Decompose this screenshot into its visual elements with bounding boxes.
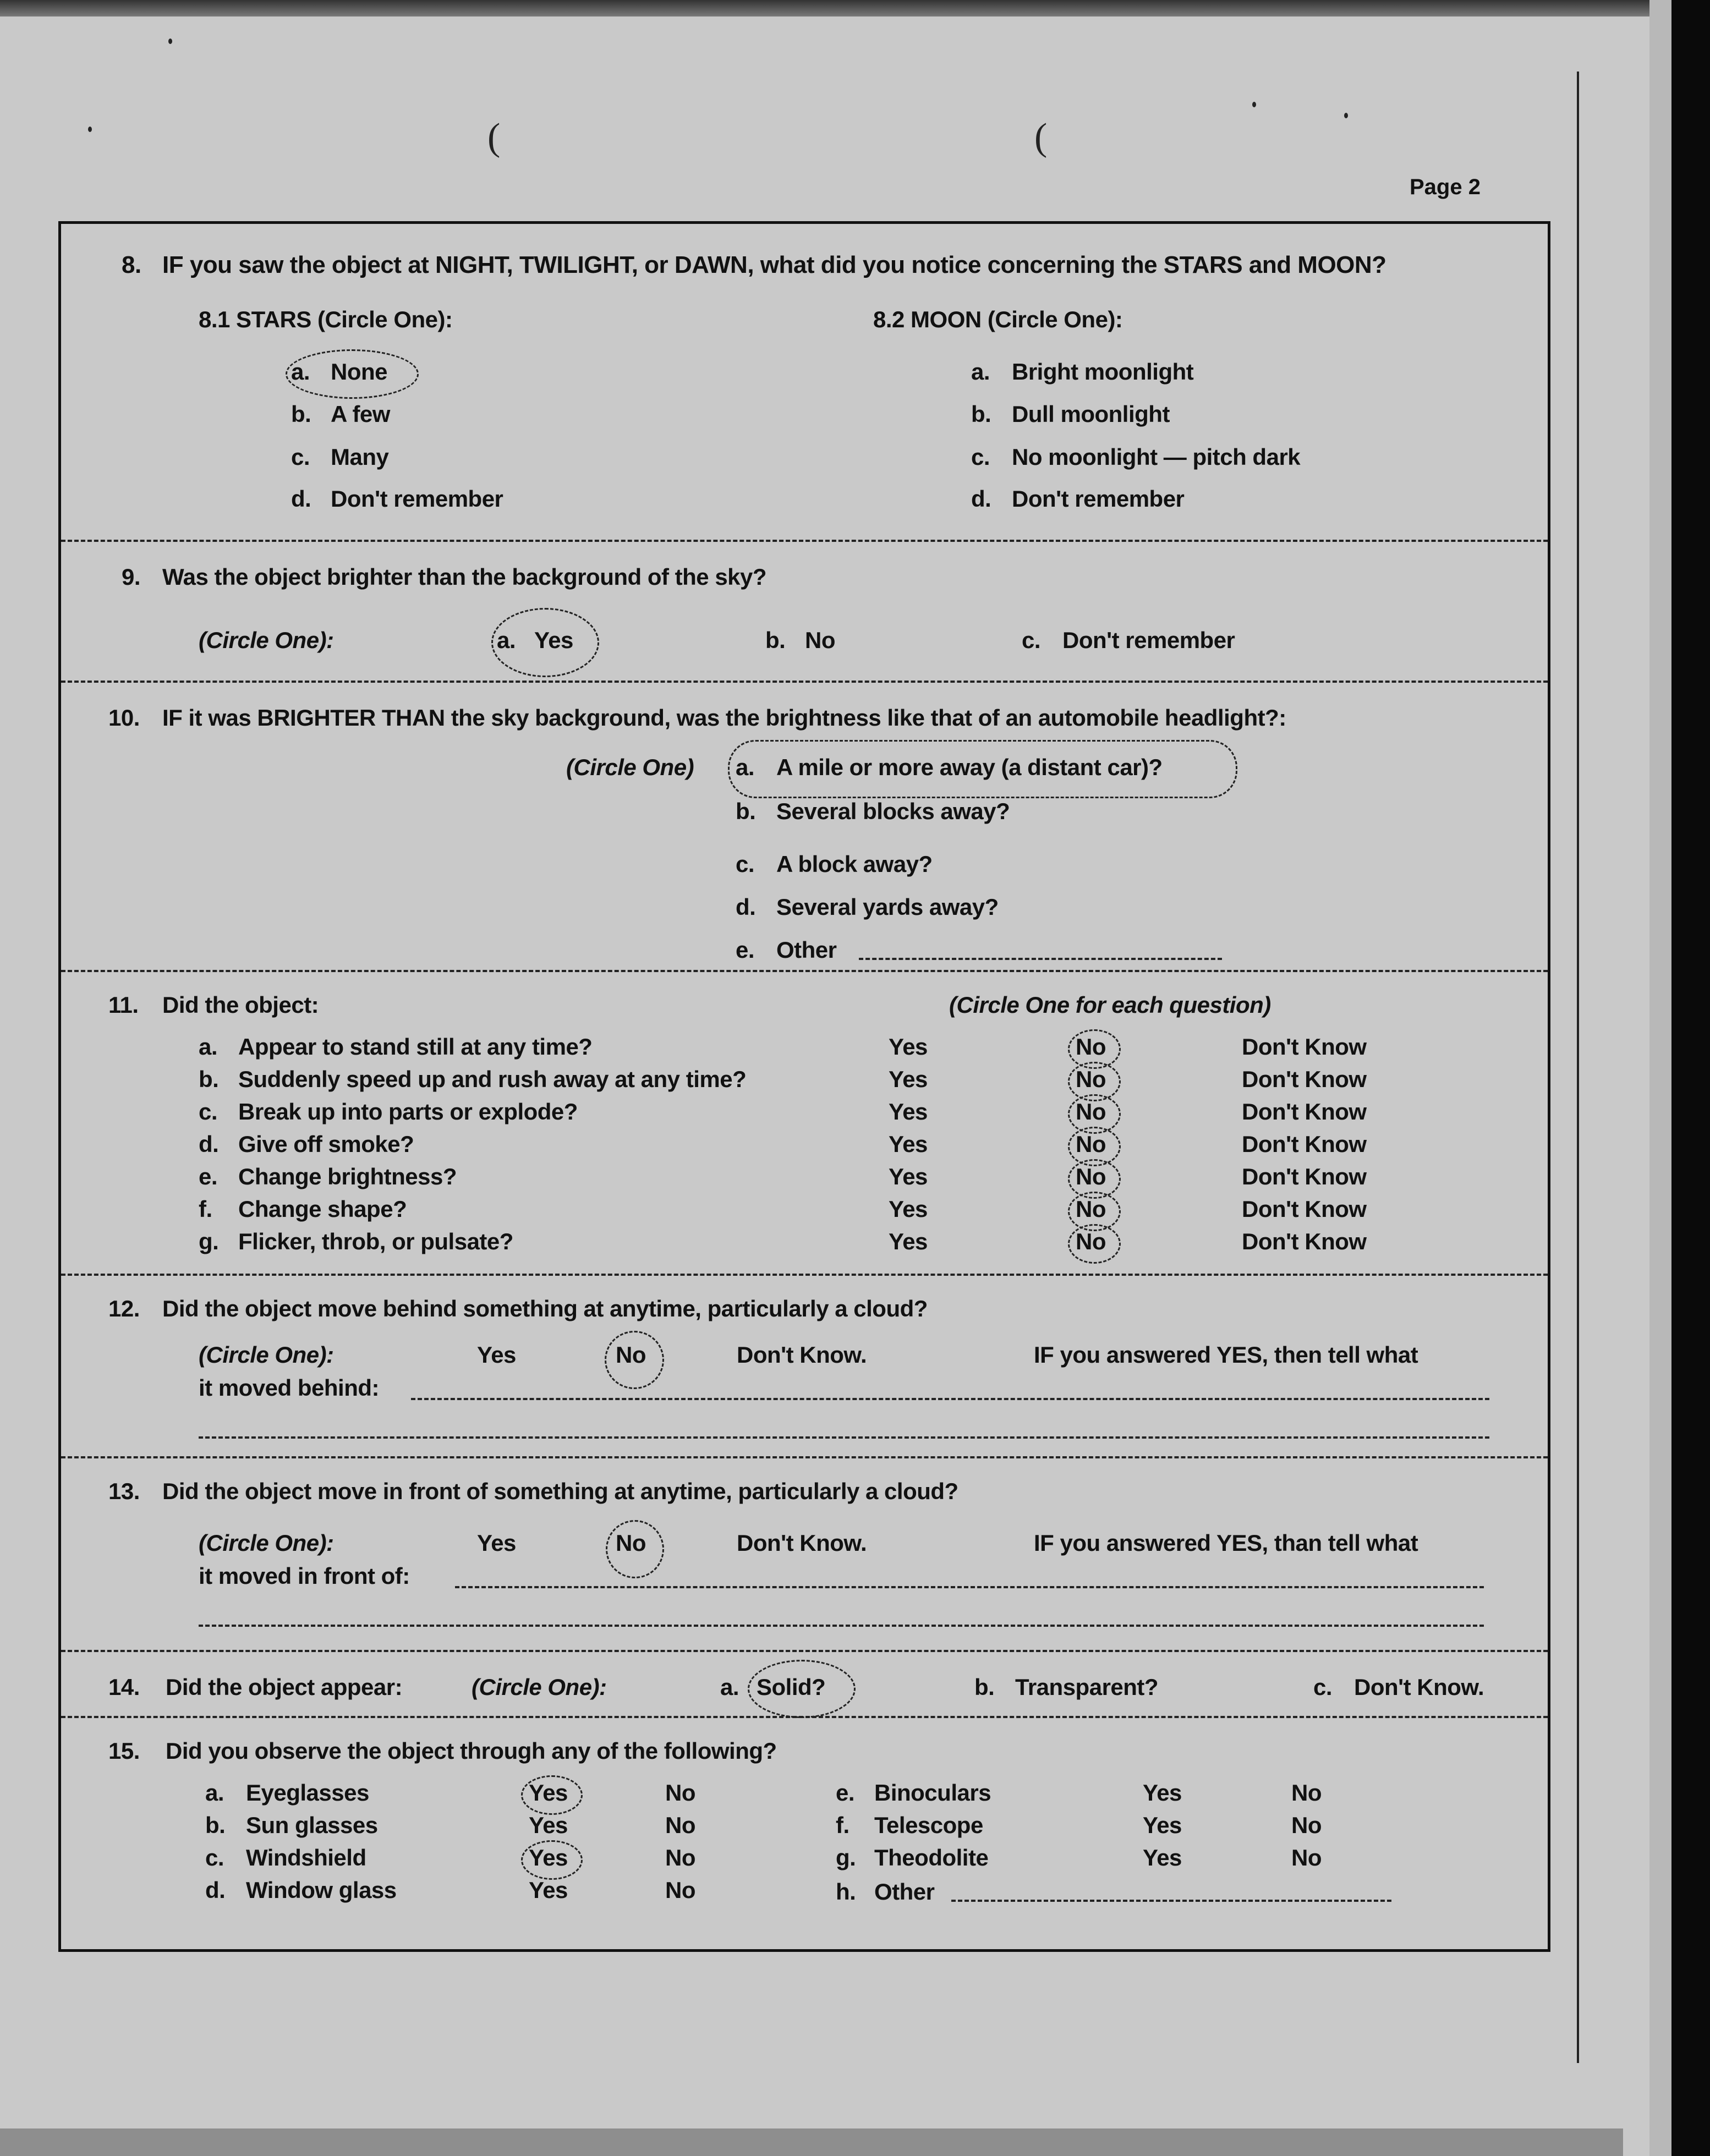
choice-dont-know[interactable]: Don't Know.: [737, 1530, 867, 1556]
scan-top-edge: [0, 0, 1710, 17]
instruction: (Circle One):: [472, 1674, 607, 1700]
option-label: Transparent?: [1015, 1674, 1159, 1700]
response-line-1[interactable]: [411, 1398, 1489, 1400]
question-number: 10.: [108, 705, 140, 731]
item-letter: g.: [836, 1845, 856, 1870]
item-letter: b.: [205, 1812, 226, 1838]
moon-title: 8.2 MOON (Circle One):: [873, 306, 1123, 332]
choice-yes[interactable]: Yes: [1143, 1845, 1182, 1870]
choice-yes[interactable]: Yes: [889, 1228, 928, 1254]
question-number: 8.: [122, 251, 141, 278]
question-10: [61, 683, 1548, 972]
scan-speck: [1344, 113, 1348, 118]
choice-dontknow[interactable]: Don't Know: [1242, 1131, 1367, 1157]
option-label: None: [331, 359, 387, 385]
option-letter: b.: [765, 627, 786, 653]
question-text: IF you saw the object at NIGHT, TWILIGHT, or DAWN, what did you notice concerning the STARS and MOON?: [162, 251, 1386, 278]
item-letter: a.: [199, 1034, 218, 1060]
option-letter: b.: [971, 401, 991, 427]
page-number: Page 2: [1410, 175, 1481, 199]
question-number: 13.: [108, 1478, 140, 1504]
question-8: [61, 224, 1548, 542]
item-label: Window glass: [246, 1877, 397, 1903]
item-letter: d.: [199, 1131, 219, 1157]
choice-no[interactable]: No: [1076, 1099, 1106, 1124]
option-letter: b.: [974, 1674, 995, 1700]
choice-yes[interactable]: Yes: [889, 1196, 928, 1222]
item-label: Change shape?: [238, 1196, 407, 1222]
scan-bottom-edge: [0, 2128, 1623, 2156]
item-label: Flicker, throb, or pulsate?: [238, 1228, 513, 1254]
item-label: Suddenly speed up and rush away at any time?: [238, 1066, 747, 1092]
item-label: Windshield: [246, 1845, 366, 1870]
option-letter: d.: [736, 894, 756, 920]
option-label: No moonlight — pitch dark: [1012, 444, 1301, 470]
choice-no[interactable]: No: [616, 1530, 646, 1556]
item-label: Break up into parts or explode?: [238, 1099, 578, 1124]
item-letter: f.: [199, 1196, 212, 1222]
option-letter: b.: [291, 401, 311, 427]
choice-no[interactable]: No: [1291, 1845, 1322, 1870]
option-letter: e.: [736, 937, 755, 963]
question-number: 15.: [108, 1738, 140, 1764]
choice-yes[interactable]: Yes: [1143, 1812, 1182, 1838]
item-letter: c.: [205, 1845, 224, 1870]
scan-speck: [88, 127, 92, 132]
choice-no[interactable]: No: [665, 1845, 695, 1870]
followup-prompt: IF you answered YES, than tell what: [1034, 1530, 1418, 1556]
option-letter: d.: [291, 486, 311, 512]
punch-mark-left: (: [487, 116, 501, 158]
choice-yes[interactable]: Yes: [529, 1877, 568, 1903]
choice-dont-know[interactable]: Don't Know.: [737, 1342, 867, 1368]
option-letter: a.: [720, 1674, 739, 1700]
scan-speck: [168, 39, 172, 44]
item-letter: f.: [836, 1812, 849, 1838]
other-response-field[interactable]: [951, 1900, 1391, 1902]
questionnaire-form: [58, 221, 1550, 1952]
choice-yes[interactable]: Yes: [529, 1812, 568, 1838]
item-letter: e.: [199, 1164, 218, 1189]
response-line-1[interactable]: [455, 1586, 1484, 1588]
item-label: Theodolite: [874, 1845, 989, 1870]
question-15: [61, 1718, 1548, 1949]
choice-no[interactable]: No: [1076, 1131, 1106, 1157]
option-label: Many: [331, 444, 389, 470]
scan-speck: [1252, 102, 1256, 107]
choice-no[interactable]: No: [1291, 1812, 1322, 1838]
choice-no[interactable]: No: [1076, 1066, 1106, 1092]
item-letter: c.: [199, 1099, 218, 1124]
choice-no[interactable]: No: [1076, 1034, 1106, 1060]
option-label: Bright moonlight: [1012, 359, 1194, 385]
question-12: [61, 1276, 1548, 1458]
choice-yes[interactable]: Yes: [477, 1530, 516, 1556]
choice-dontknow[interactable]: Don't Know: [1242, 1066, 1367, 1092]
question-14: [61, 1652, 1548, 1718]
option-letter: c.: [736, 851, 755, 877]
choice-dontknow[interactable]: Don't Know: [1242, 1196, 1367, 1222]
option-label: Several yards away?: [776, 894, 999, 920]
choice-no[interactable]: No: [665, 1780, 695, 1806]
option-letter: d.: [971, 486, 991, 512]
option-label: Yes: [534, 627, 573, 653]
question-text: Did the object move behind something at anytime, particularly a cloud?: [162, 1296, 928, 1321]
punch-mark-right: (: [1034, 116, 1048, 158]
followup-prompt: IF you answered YES, then tell what: [1034, 1342, 1418, 1368]
choice-yes[interactable]: Yes: [529, 1845, 568, 1870]
question-13: [61, 1458, 1548, 1652]
item-label: Eyeglasses: [246, 1780, 369, 1806]
option-letter: a.: [971, 359, 990, 385]
option-label: Several blocks away?: [776, 798, 1010, 824]
item-label: Change brightness?: [238, 1164, 457, 1189]
question-number: 14.: [108, 1674, 140, 1700]
choice-yes[interactable]: Yes: [889, 1099, 928, 1124]
question-number: 9.: [122, 564, 141, 590]
choice-dontknow[interactable]: Don't Know: [1242, 1034, 1367, 1060]
item-letter: d.: [205, 1877, 226, 1903]
item-letter: e.: [836, 1780, 855, 1806]
margin-rule: [1577, 72, 1579, 2063]
option-letter: a.: [291, 359, 310, 385]
choice-dontknow[interactable]: Don't Know: [1242, 1228, 1367, 1254]
followup-label: it moved behind:: [199, 1375, 379, 1401]
followup-label: it moved in front of:: [199, 1563, 410, 1589]
choice-yes[interactable]: Yes: [889, 1066, 928, 1092]
choice-yes[interactable]: Yes: [477, 1342, 516, 1368]
question-11: [61, 972, 1548, 1276]
option-label: Don't remember: [1062, 627, 1235, 653]
instruction: (Circle One):: [199, 627, 334, 653]
other-response-field[interactable]: [859, 958, 1222, 960]
choice-no[interactable]: No: [616, 1342, 646, 1368]
item-label: Telescope: [874, 1812, 983, 1838]
option-letter: c.: [291, 444, 310, 470]
choice-no[interactable]: No: [1076, 1164, 1106, 1189]
option-label: Don't Know.: [1354, 1674, 1484, 1700]
option-letter: c.: [1022, 627, 1041, 653]
item-letter: a.: [205, 1780, 224, 1806]
question-text: Did the object:: [162, 992, 319, 1018]
item-label: Appear to stand still at any time?: [238, 1034, 593, 1060]
response-line-2[interactable]: [199, 1625, 1484, 1627]
option-label: No: [805, 627, 835, 653]
question-text: Was the object brighter than the background of the sky?: [162, 564, 767, 590]
item-letter: b.: [199, 1066, 219, 1092]
choice-no[interactable]: No: [1076, 1196, 1106, 1222]
option-letter: c.: [971, 444, 990, 470]
option-label: A mile or more away (a distant car)?: [776, 754, 1163, 780]
choice-dontknow[interactable]: Don't Know: [1242, 1164, 1367, 1189]
option-label: Other: [874, 1879, 935, 1905]
choice-yes[interactable]: Yes: [889, 1164, 928, 1189]
choice-dontknow[interactable]: Don't Know: [1242, 1099, 1367, 1124]
stars-title: 8.1 STARS (Circle One):: [199, 306, 453, 332]
option-label: Solid?: [757, 1674, 826, 1700]
scan-right-edge: [1671, 0, 1710, 2156]
choice-no[interactable]: No: [665, 1812, 695, 1838]
option-letter: b.: [736, 798, 756, 824]
option-letter: a.: [497, 627, 516, 653]
choice-yes[interactable]: Yes: [889, 1034, 928, 1060]
instruction: (Circle One): [566, 754, 694, 780]
option-label: Don't remember: [331, 486, 503, 512]
option-letter: h.: [836, 1879, 856, 1905]
question-number: 12.: [108, 1296, 140, 1321]
instruction: (Circle One for each question): [949, 992, 1271, 1018]
scan-right-strip: [1649, 0, 1671, 2156]
question-text: IF it was BRIGHTER THAN the sky background, was the brightness like that of an automobile headlight?:: [162, 705, 1286, 731]
item-label: Give off smoke?: [238, 1131, 414, 1157]
option-label: Other: [776, 937, 837, 963]
item-label: Sun glasses: [246, 1812, 378, 1838]
choice-no[interactable]: No: [665, 1877, 695, 1903]
option-label: Dull moonlight: [1012, 401, 1170, 427]
choice-yes[interactable]: Yes: [1143, 1780, 1182, 1806]
item-letter: g.: [199, 1228, 219, 1254]
choice-no[interactable]: No: [1076, 1228, 1106, 1254]
choice-yes[interactable]: Yes: [529, 1780, 568, 1806]
option-label: A few: [331, 401, 390, 427]
response-line-2[interactable]: [199, 1436, 1489, 1439]
item-label: Binoculars: [874, 1780, 991, 1806]
question-text: Did the object move in front of something at anytime, particularly a cloud?: [162, 1478, 958, 1504]
question-number: 11.: [108, 992, 139, 1018]
option-letter: a.: [736, 754, 755, 780]
question-9: [61, 542, 1548, 683]
choice-yes[interactable]: Yes: [889, 1131, 928, 1157]
choice-no[interactable]: No: [1291, 1780, 1322, 1806]
question-text: Did you observe the object through any of the following?: [166, 1738, 777, 1764]
option-letter: c.: [1313, 1674, 1333, 1700]
instruction: (Circle One):: [199, 1342, 334, 1368]
question-text: Did the object appear:: [166, 1674, 403, 1700]
option-label: A block away?: [776, 851, 933, 877]
instruction: (Circle One):: [199, 1530, 334, 1556]
option-label: Don't remember: [1012, 486, 1185, 512]
